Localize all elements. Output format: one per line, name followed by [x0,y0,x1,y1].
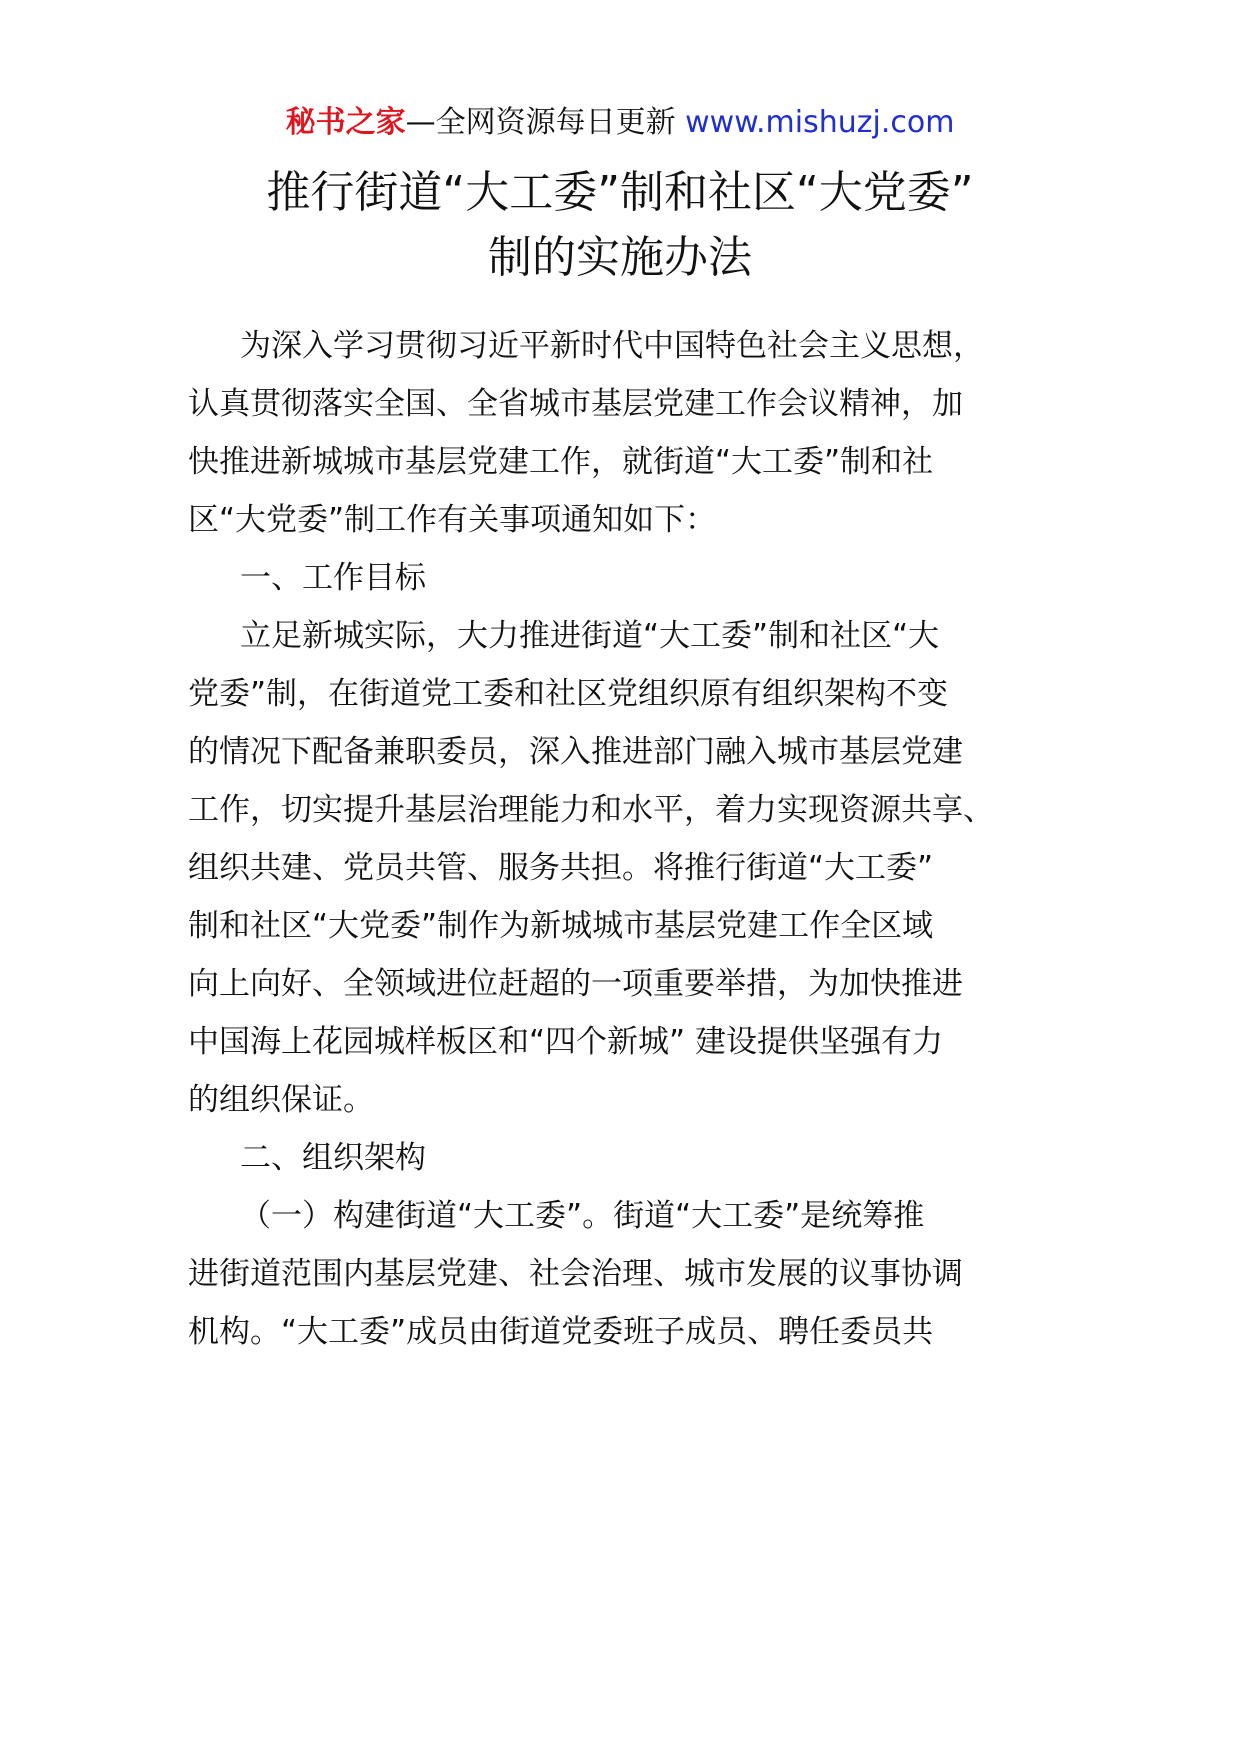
paragraph-line: 立足新城实际，大力推进街道“大工委”制和社区“大 [240,618,940,654]
header-tagline: —全网资源每日更新 [405,105,676,140]
paragraph-line: 为深入学习贯彻习近平新时代中国特色社会主义思想， [240,328,984,364]
paragraph-line: 制和社区“大党委”制作为新城城市基层党建工作全区域 [188,908,934,944]
paragraph-line: 进街道范围内基层党建、社会治理、城市发展的议事协调 [188,1256,963,1292]
paragraph-line: 的组织保证。 [188,1082,374,1118]
paragraph-line: 认真贯彻落实全国、全省城市基层党建工作会议精神，加 [188,386,963,422]
brand-name: 秘书之家 [285,105,406,140]
paragraph-line: 机构。“大工委”成员由街道党委班子成员、聘任委员共 [188,1314,934,1350]
site-url-link[interactable]: www.mishuzj.com [685,105,955,140]
document-title-line-2: 制的实施办法 [488,232,752,283]
paragraph-line: 向上向好、全领域进位赶超的一项重要举措，为加快推进 [188,966,963,1002]
paragraph-line: 区“大党委”制工作有关事项通知如下： [188,502,717,538]
section-heading: 一、工作目标 [240,560,426,596]
paragraph-line: 的情况下配备兼职委员，深入推进部门融入城市基层党建 [188,734,963,770]
document-title-line-1: 推行街道“大工委”制和社区“大党委” [266,167,974,218]
section-heading: 二、组织架构 [240,1140,426,1176]
paragraph-line: 快推进新城城市基层党建工作，就街道“大工委”制和社 [188,444,934,480]
paragraph-line: 组织共建、党员共管、服务共担。将推行街道“大工委” [188,850,934,886]
paragraph-line: 工作，切实提升基层治理能力和水平，着力实现资源共享、 [188,792,994,828]
paragraph-line: （一）构建街道“大工委”。街道“大工委”是统筹推 [240,1198,925,1234]
paragraph-line: 中国海上花园城样板区和“四个新城” 建设提供坚强有力 [188,1024,943,1060]
paragraph-line: 党委”制，在街道党工委和社区党组织原有组织架构不变 [188,676,949,712]
watermark-header [0,103,1240,143]
